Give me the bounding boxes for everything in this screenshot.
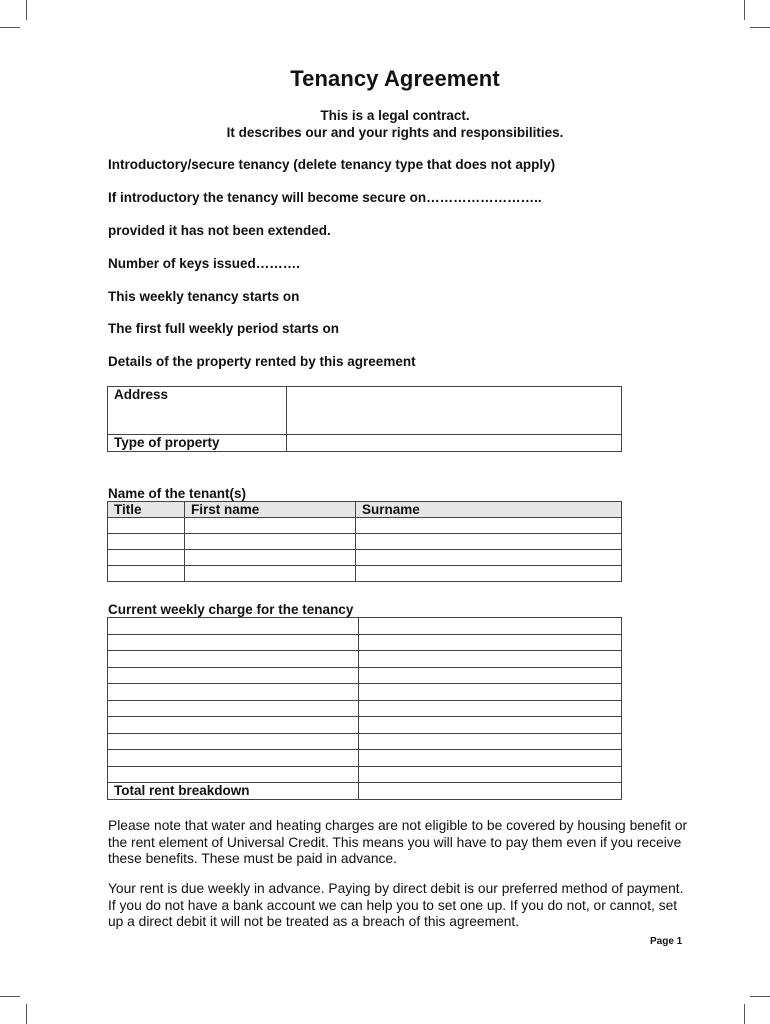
property-type-label: Type of property <box>108 435 287 452</box>
charge-amount-cell[interactable] <box>359 733 622 750</box>
first-name-cell[interactable] <box>185 518 356 534</box>
crop-mark <box>750 996 770 997</box>
table-row <box>108 550 622 566</box>
title-cell[interactable] <box>108 518 185 534</box>
crop-mark <box>750 27 770 28</box>
first-name-cell[interactable] <box>185 534 356 550</box>
charge-item-cell[interactable] <box>108 717 359 734</box>
charges-heading: Current weekly charge for the tenancy <box>108 602 354 617</box>
first-name-cell[interactable] <box>185 566 356 582</box>
table-row <box>108 684 622 701</box>
charge-item-cell[interactable] <box>108 733 359 750</box>
crop-mark <box>744 1004 745 1024</box>
table-row <box>108 700 622 717</box>
subtitle-line: It describes our and your rights and responsibilities. <box>226 125 564 140</box>
first-name-cell[interactable] <box>185 550 356 566</box>
address-field[interactable] <box>287 387 622 435</box>
table-row <box>108 534 622 550</box>
crop-mark <box>26 1004 27 1024</box>
crop-mark <box>26 0 27 20</box>
tenants-heading: Name of the tenant(s) <box>108 486 247 501</box>
crop-mark <box>0 27 20 28</box>
subtitle-line: This is a legal contract. <box>320 108 470 123</box>
secure-date-line: If introductory the tenancy will become secure on…………………….. <box>108 190 542 205</box>
charge-amount-cell[interactable] <box>359 667 622 684</box>
charge-amount-cell[interactable] <box>359 684 622 701</box>
column-header-title: Title <box>108 502 185 518</box>
charge-item-cell[interactable] <box>108 667 359 684</box>
total-row <box>108 783 622 800</box>
title-cell[interactable] <box>108 566 185 582</box>
keys-line: Number of keys issued………. <box>108 256 301 271</box>
charges-table <box>107 617 622 800</box>
charge-amount-cell[interactable] <box>359 700 622 717</box>
charge-item-cell[interactable] <box>108 750 359 767</box>
surname-cell[interactable] <box>356 518 622 534</box>
title-cell[interactable] <box>108 550 185 566</box>
charge-amount-cell[interactable] <box>359 717 622 734</box>
table-row <box>108 566 622 582</box>
column-header-surname: Surname <box>356 502 622 518</box>
charge-amount-cell[interactable] <box>359 618 622 635</box>
table-row <box>108 750 622 767</box>
surname-cell[interactable] <box>356 550 622 566</box>
column-header-first-name: First name <box>185 502 356 518</box>
tenancy-type-line: Introductory/secure tenancy (delete tenancy type that does not apply) <box>108 157 556 172</box>
charge-amount-cell[interactable] <box>359 766 622 783</box>
charge-amount-cell[interactable] <box>359 651 622 668</box>
first-period-line: The first full weekly period starts on <box>108 321 340 336</box>
total-rent-field[interactable] <box>359 783 622 800</box>
table-row <box>108 733 622 750</box>
page-title: Tenancy Agreement <box>290 66 500 91</box>
surname-cell[interactable] <box>356 566 622 582</box>
charge-item-cell[interactable] <box>108 684 359 701</box>
charge-amount-cell[interactable] <box>359 634 622 651</box>
extension-line: provided it has not been extended. <box>108 223 331 238</box>
crop-mark <box>744 0 745 20</box>
address-label: Address <box>108 387 287 435</box>
table-row <box>108 518 622 534</box>
charge-item-cell[interactable] <box>108 700 359 717</box>
water-heating-paragraph: Please note that water and heating charges are not eligible to be covered by housing benefit or the rent element of Universal Credit. This means you will have to pay them even if you receive these benefits. These must be paid in advance. <box>108 818 688 866</box>
property-table <box>107 386 622 452</box>
table-row <box>108 634 622 651</box>
charge-item-cell[interactable] <box>108 618 359 635</box>
property-details-heading: Details of the property rented by this agreement <box>108 354 416 369</box>
surname-cell[interactable] <box>356 534 622 550</box>
table-row <box>108 651 622 668</box>
charge-item-cell[interactable] <box>108 651 359 668</box>
charge-item-cell[interactable] <box>108 634 359 651</box>
total-rent-label: Total rent breakdown <box>108 783 359 800</box>
table-row <box>108 717 622 734</box>
start-line: This weekly tenancy starts on <box>108 289 300 304</box>
charge-amount-cell[interactable] <box>359 750 622 767</box>
title-cell[interactable] <box>108 534 185 550</box>
tenants-table <box>107 501 622 582</box>
table-row <box>108 667 622 684</box>
rent-payment-paragraph: Your rent is due weekly in advance. Paying by direct debit is our preferred method of payment. If you do not have a bank account we can help you to set one up. If you do not, or cannot, set up a direct debit it will not be treated as a breach of this agreement. <box>108 881 684 929</box>
charge-item-cell[interactable] <box>108 766 359 783</box>
page-number: Page 1 <box>650 936 683 947</box>
table-row <box>108 618 622 635</box>
table-row <box>108 766 622 783</box>
crop-mark <box>0 996 20 997</box>
property-type-field[interactable] <box>287 435 622 452</box>
